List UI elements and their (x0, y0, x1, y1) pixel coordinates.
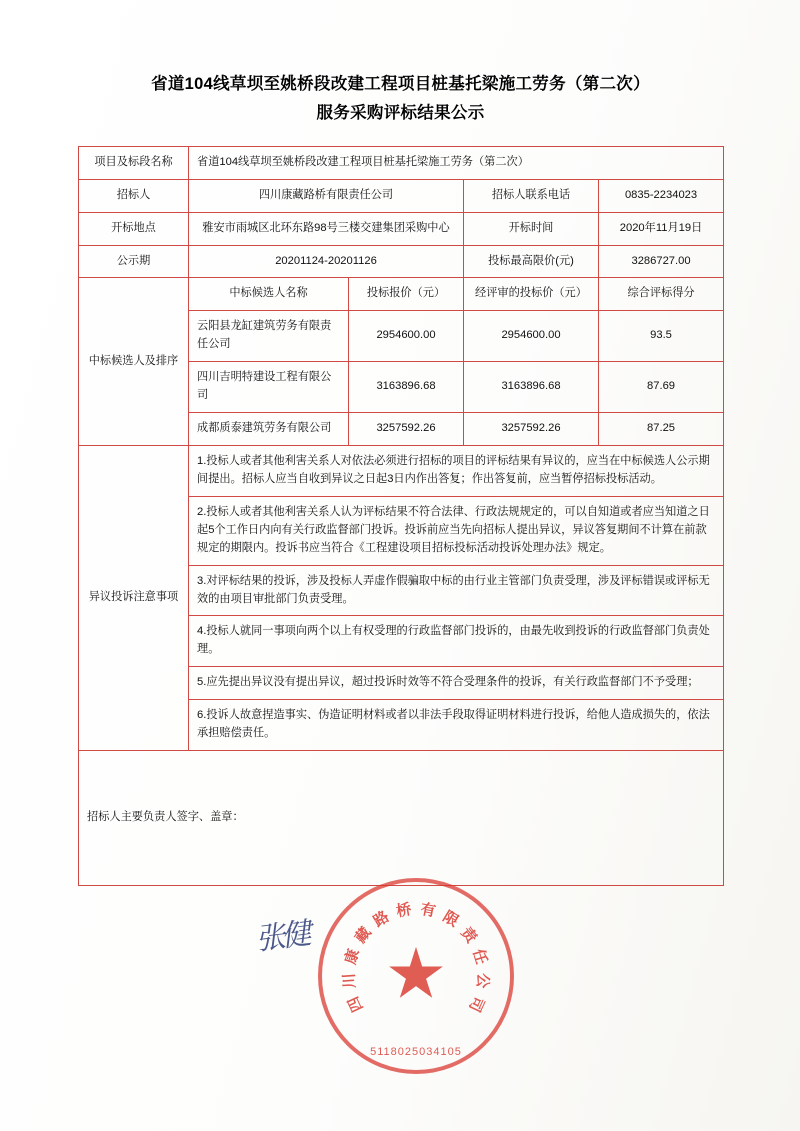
seal-char: 藏 (352, 924, 375, 947)
seal-char: 川 (340, 972, 359, 989)
project-value: 省道104线草坝至姚桥段改建工程项目桩基托梁施工劳务（第二次） (189, 146, 724, 179)
page-title-line2: 服务采购评标结果公示 (316, 103, 485, 122)
seal-char: 限 (439, 908, 462, 931)
candidate-score: 87.69 (599, 362, 724, 413)
publicity-label: 公示期 (79, 245, 189, 278)
tenderer-label: 招标人 (79, 179, 189, 212)
candidate-bid-price: 3163896.68 (349, 362, 464, 413)
notice-item: 1.投标人或者其他利害关系人对依法必须进行招标的项目的评标结果有异议的，应当在中标候选人公示期间提出。招标人应当自收到异议之日起3日内作出答复；作出答复前，应当暂停招标投标活动。 (189, 445, 724, 496)
bid-place-value: 雅安市雨城区北环东路98号三楼交建集团采购中心 (189, 212, 464, 245)
table-row-tenderer (79, 179, 724, 212)
seal-char: 有 (419, 900, 437, 921)
notice-item: 5.应先提出异议没有提出异议，超过投诉时效等不符合受理条件的投诉，有关行政监督部门不予受理； (189, 667, 724, 700)
col-header-name: 中标候选人名称 (189, 278, 349, 311)
page-title-line1: 省道104线草坝至姚桥段改建工程项目桩基托梁施工劳务（第二次） (151, 75, 650, 93)
seal-char: 公 (473, 972, 492, 989)
seal-char: 责 (457, 924, 480, 947)
tenderer-value: 四川康藏路桥有限责任公司 (189, 179, 464, 212)
table-row-candidates-header (79, 278, 724, 311)
candidate-name: 云阳县龙缸建筑劳务有限责任公司 (189, 311, 349, 362)
seal-char: 四 (344, 993, 367, 1015)
col-header-bid-price: 投标报价（元） (349, 278, 464, 311)
notice-item: 6.投诉人故意捏造事实、伪造证明材料或者以非法手段取得证明材料进行投诉，给他人造成损失的，依法承担赔偿责任。 (189, 700, 724, 751)
seal-char: 司 (465, 993, 488, 1015)
result-table (78, 146, 724, 886)
table-row-publicity (79, 245, 724, 278)
project-label: 项目及标段名称 (79, 146, 189, 179)
document-content (78, 70, 723, 886)
candidate-bid-price: 2954600.00 (349, 311, 464, 362)
signature-label: 招标人主要负责人签字、盖章： (79, 751, 724, 886)
seal-char: 康 (342, 947, 363, 967)
notice-item: 2.投标人或者其他利害关系人认为评标结果不符合法律、行政法规规定的，可以自知道或者应当知道之日起5个工作日内向有关行政监督部门投诉。投诉前应当先向招标人提出异议，异议答复期间不计算在前款规定的期限内。投诉书应当符合《工程建设项目招标投标活动投诉处理办法》规定。 (189, 496, 724, 565)
candidate-score: 87.25 (599, 413, 724, 446)
candidate-bid-price: 3257592.26 (349, 413, 464, 446)
handwritten-signature: 张健 (253, 917, 310, 957)
candidate-name: 成都质泰建筑劳务有限公司 (189, 413, 349, 446)
candidate-reviewed-price: 3257592.26 (464, 413, 599, 446)
notice-item: 3.对评标结果的投诉，涉及投标人弄虚作假骗取中标的由行业主管部门负责受理，涉及评标错误或评标无效的由项目审批部门负责受理。 (189, 565, 724, 616)
tender-phone-value: 0835-2234023 (599, 179, 724, 212)
page-title (78, 70, 723, 128)
table-row-bid-place (79, 212, 724, 245)
candidate-reviewed-price: 2954600.00 (464, 311, 599, 362)
table-row-project (79, 146, 724, 179)
notice-label: 异议投诉注意事项 (79, 445, 189, 750)
candidate-score: 93.5 (599, 311, 724, 362)
seal-char: 桥 (395, 900, 413, 921)
table-row-notice (79, 445, 724, 496)
tender-phone-label: 招标人联系电话 (464, 179, 599, 212)
publicity-value: 20201124-20201126 (189, 245, 464, 278)
col-header-reviewed-price: 经评审的投标价（元） (464, 278, 599, 311)
table-row-signature (79, 751, 724, 886)
max-price-value: 3286727.00 (599, 245, 724, 278)
max-price-label: 投标最高限价(元) (464, 245, 599, 278)
col-header-score: 综合评标得分 (599, 278, 724, 311)
seal-char: 路 (370, 908, 393, 931)
bid-time-value: 2020年11月19日 (599, 212, 724, 245)
seal-char: 任 (469, 947, 490, 967)
candidate-name: 四川吉明特建设工程有限公司 (189, 362, 349, 413)
seal-code: 5118025034105 (370, 1046, 462, 1058)
candidate-reviewed-price: 3163896.68 (464, 362, 599, 413)
bid-time-label: 开标时间 (464, 212, 599, 245)
candidates-rank-label: 中标候选人及排序 (79, 278, 189, 446)
bid-place-label: 开标地点 (79, 212, 189, 245)
notice-item: 4.投标人就同一事项向两个以上有权受理的行政监督部门投诉的，由最先收到投诉的行政监督部门负责处理。 (189, 616, 724, 667)
